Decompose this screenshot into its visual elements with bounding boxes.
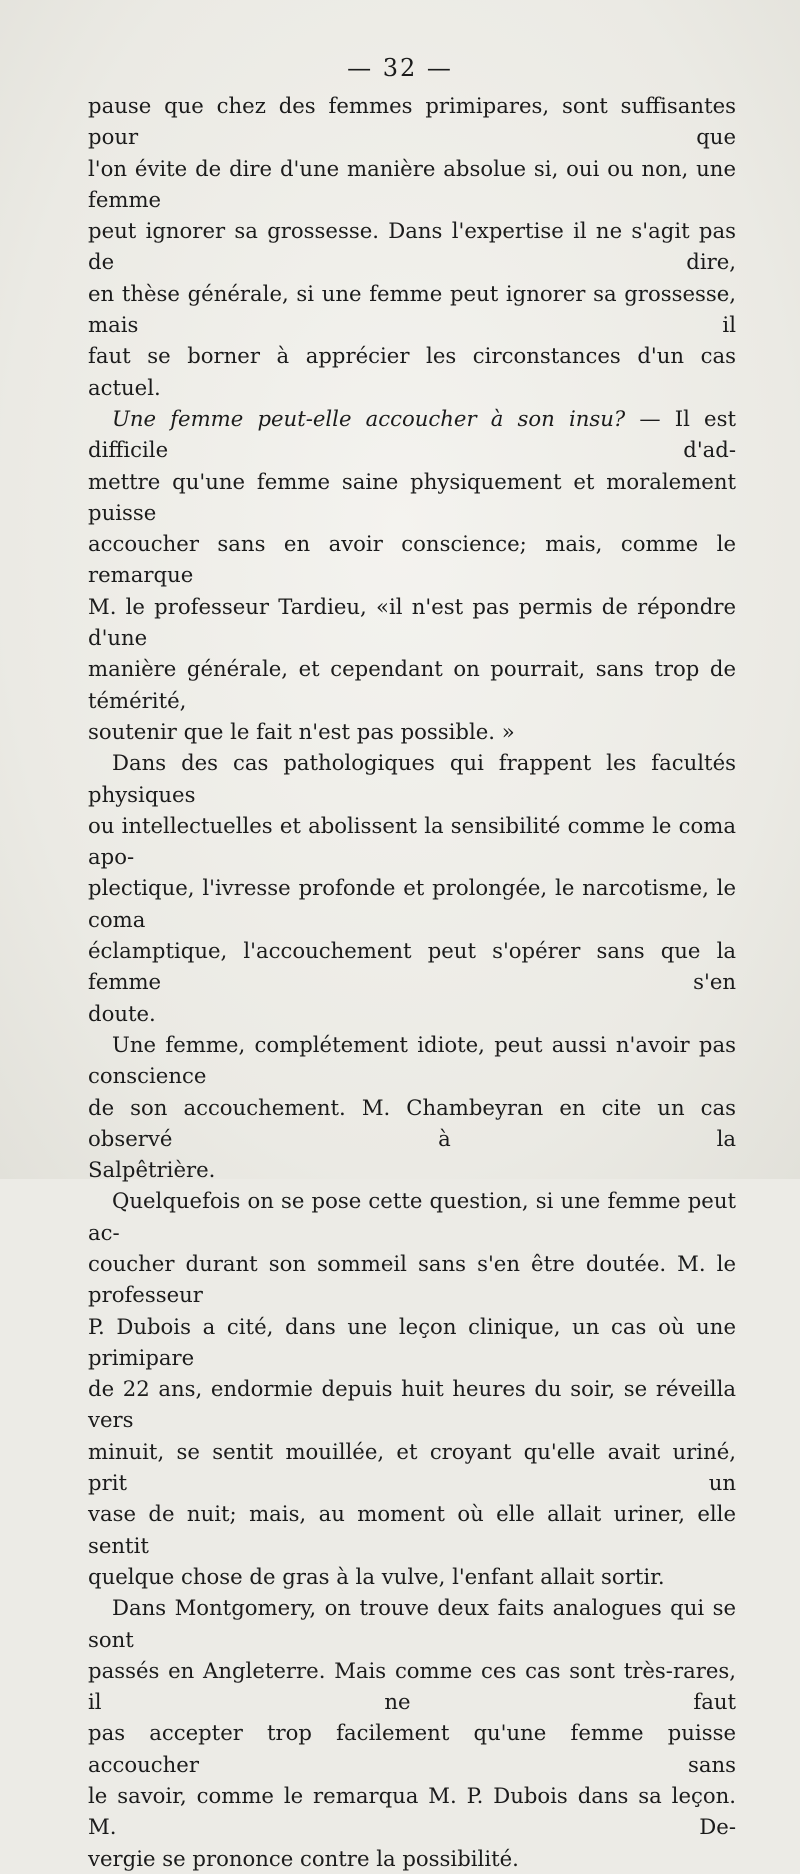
text-line: éclamptique, l'accouchement peut s'opérer sans que la femme s'en <box>88 938 736 995</box>
page-number: — 32 — <box>347 54 453 82</box>
text-line <box>88 403 736 466</box>
text-line: le savoir, comme le remarqua M. P. Dubois dans sa leçon. M. De- <box>88 1783 736 1840</box>
text-line: soutenir que le fait n'est pas possible. » <box>88 718 515 744</box>
text-line: mettre qu'une femme saine physiquement et moralement puisse <box>88 468 736 525</box>
text-line: plectique, l'ivresse profonde et prolongée, le narcotisme, le coma <box>88 875 736 932</box>
text-line: de son accouchement. M. Chambeyran en cite un cas observé à la <box>88 1094 736 1151</box>
body-text <box>88 90 736 1874</box>
text-line: passés en Angleterre. Mais comme ces cas sont très-rares, il ne faut <box>88 1657 736 1715</box>
section-heading: Une femme peut-elle accoucher à son insu? <box>112 405 626 431</box>
text-line: l'on évite de dire d'une manière absolue si, oui ou non, une femme <box>88 155 736 212</box>
text-line-rest: — Il est difficile d'ad- <box>88 405 736 463</box>
text-line: vergie se prononce contre la possibilité. <box>88 1845 519 1871</box>
text-line: M. le professeur Tardieu, «il n'est pas permis de répondre d'une <box>88 593 736 651</box>
text-line: faut se borner à apprécier les circonstances d'un cas actuel. <box>88 343 736 400</box>
text-line: doute. <box>88 1000 156 1026</box>
text-line: pause que chez des femmes primipares, sont suffisantes pour que <box>88 93 736 150</box>
text-line: quelque chose de gras à la vulve, l'enfant allait sortir. <box>88 1563 665 1589</box>
text-line: pas accepter trop facilement qu'une femme puisse accoucher sans <box>88 1720 736 1777</box>
text-line: manière générale, et cependant on pourrait, sans trop de témérité, <box>88 656 736 713</box>
text-line: Dans des cas pathologiques qui frappent les facultés physiques <box>88 750 736 807</box>
text-line: Salpêtrière. <box>88 1157 216 1183</box>
text-line: peut ignorer sa grossesse. Dans l'expertise il ne s'agit pas de dire, <box>88 218 736 275</box>
text-line: coucher durant son sommeil sans s'en être doutée. M. le professeur <box>88 1250 736 1308</box>
text-line: minuit, se sentit mouillée, et croyant qu'elle avait uriné, prit un <box>88 1438 736 1496</box>
text-line: accoucher sans en avoir conscience; mais, comme le remarque <box>88 531 736 588</box>
text-line: Quelquefois on se pose cette question, si une femme peut ac- <box>88 1188 736 1245</box>
text-line: Dans Montgomery, on trouve deux faits analogues qui se sont <box>88 1595 736 1652</box>
text-line: en thèse générale, si une femme peut ignorer sa grossesse, mais il <box>88 280 736 338</box>
text-line: ou intellectuelles et abolissent la sensibilité comme le coma apo- <box>88 812 736 870</box>
text-line: de 22 ans, endormie depuis huit heures du soir, se réveilla vers <box>88 1376 736 1433</box>
text-line: Une femme, complétement idiote, peut aussi n'avoir pas conscience <box>88 1031 736 1089</box>
text-line: P. Dubois a cité, dans une leçon clinique, un cas où une primipare <box>88 1313 736 1370</box>
text-line: vase de nuit; mais, au moment où elle allait uriner, elle sentit <box>88 1501 736 1558</box>
